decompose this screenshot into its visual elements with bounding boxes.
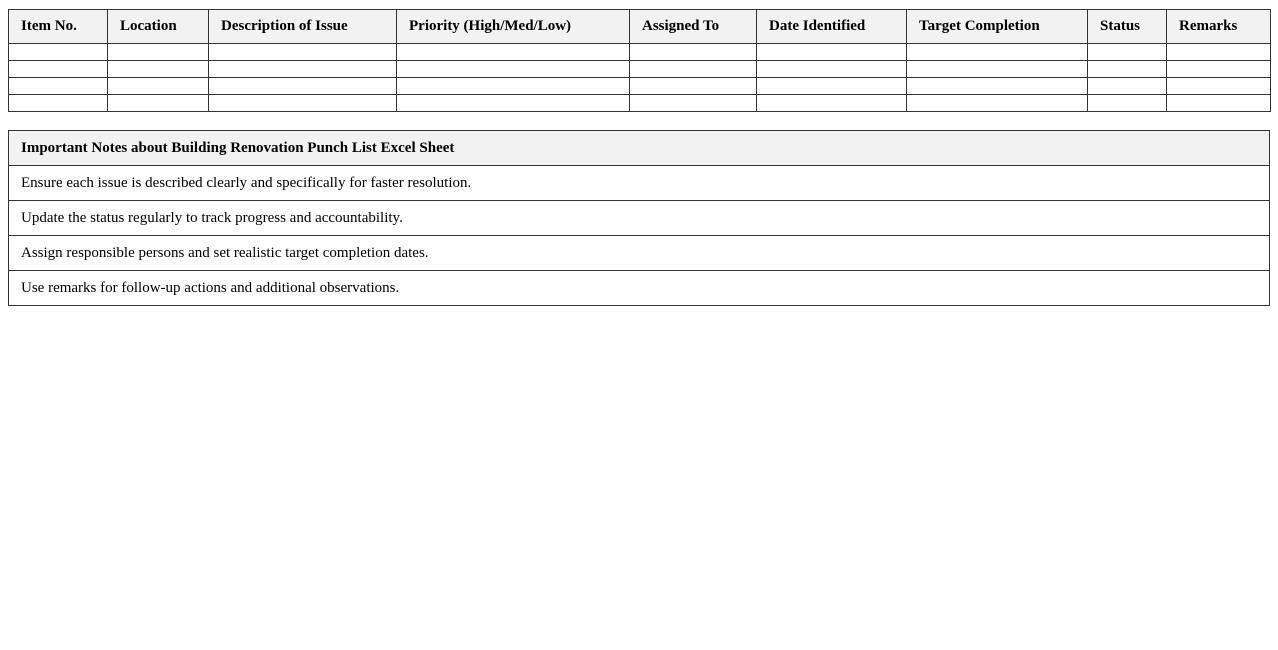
table-row	[9, 61, 1271, 78]
table-cell[interactable]	[1088, 95, 1167, 112]
table-cell[interactable]	[397, 44, 630, 61]
column-header-status: Status	[1088, 10, 1167, 44]
table-cell[interactable]	[1167, 61, 1271, 78]
table-cell[interactable]	[108, 61, 209, 78]
note-item: Use remarks for follow-up actions and additional observations.	[9, 271, 1270, 306]
table-cell[interactable]	[9, 61, 108, 78]
table-cell[interactable]	[757, 78, 907, 95]
column-header-priority: Priority (High/Med/Low)	[397, 10, 630, 44]
column-header-assigned-to: Assigned To	[630, 10, 757, 44]
column-header-date-identified: Date Identified	[757, 10, 907, 44]
table-cell[interactable]	[1088, 44, 1167, 61]
table-cell[interactable]	[108, 44, 209, 61]
table-cell[interactable]	[1167, 44, 1271, 61]
table-cell[interactable]	[1167, 95, 1271, 112]
table-cell[interactable]	[397, 78, 630, 95]
table-cell[interactable]	[907, 61, 1088, 78]
table-cell[interactable]	[907, 44, 1088, 61]
table-cell[interactable]	[1167, 78, 1271, 95]
column-header-description: Description of Issue	[209, 10, 397, 44]
column-header-remarks: Remarks	[1167, 10, 1271, 44]
note-item: Update the status regularly to track progress and accountability.	[9, 201, 1270, 236]
table-cell[interactable]	[397, 95, 630, 112]
note-item: Ensure each issue is described clearly and specifically for faster resolution.	[9, 166, 1270, 201]
table-row	[9, 44, 1271, 61]
table-cell[interactable]	[108, 78, 209, 95]
column-header-item-no: Item No.	[9, 10, 108, 44]
table-cell[interactable]	[9, 44, 108, 61]
column-header-location: Location	[108, 10, 209, 44]
table-cell[interactable]	[209, 61, 397, 78]
table-cell[interactable]	[209, 78, 397, 95]
table-cell[interactable]	[209, 44, 397, 61]
notes-title: Important Notes about Building Renovation Punch List Excel Sheet	[9, 131, 1270, 166]
note-item: Assign responsible persons and set realistic target completion dates.	[9, 236, 1270, 271]
table-cell[interactable]	[757, 61, 907, 78]
punch-list-table	[8, 9, 1271, 112]
table-cell[interactable]	[630, 61, 757, 78]
table-cell[interactable]	[397, 61, 630, 78]
table-cell[interactable]	[9, 78, 108, 95]
table-cell[interactable]	[757, 95, 907, 112]
table-row	[9, 78, 1271, 95]
table-cell[interactable]	[108, 95, 209, 112]
table-cell[interactable]	[757, 44, 907, 61]
column-header-target-completion: Target Completion	[907, 10, 1088, 44]
table-cell[interactable]	[630, 78, 757, 95]
notes-table	[8, 130, 1270, 306]
table-cell[interactable]	[630, 44, 757, 61]
header-row	[9, 10, 1271, 44]
table-cell[interactable]	[9, 95, 108, 112]
table-cell[interactable]	[907, 95, 1088, 112]
table-cell[interactable]	[209, 95, 397, 112]
table-row	[9, 95, 1271, 112]
table-cell[interactable]	[630, 95, 757, 112]
table-cell[interactable]	[1088, 61, 1167, 78]
table-cell[interactable]	[907, 78, 1088, 95]
table-cell[interactable]	[1088, 78, 1167, 95]
